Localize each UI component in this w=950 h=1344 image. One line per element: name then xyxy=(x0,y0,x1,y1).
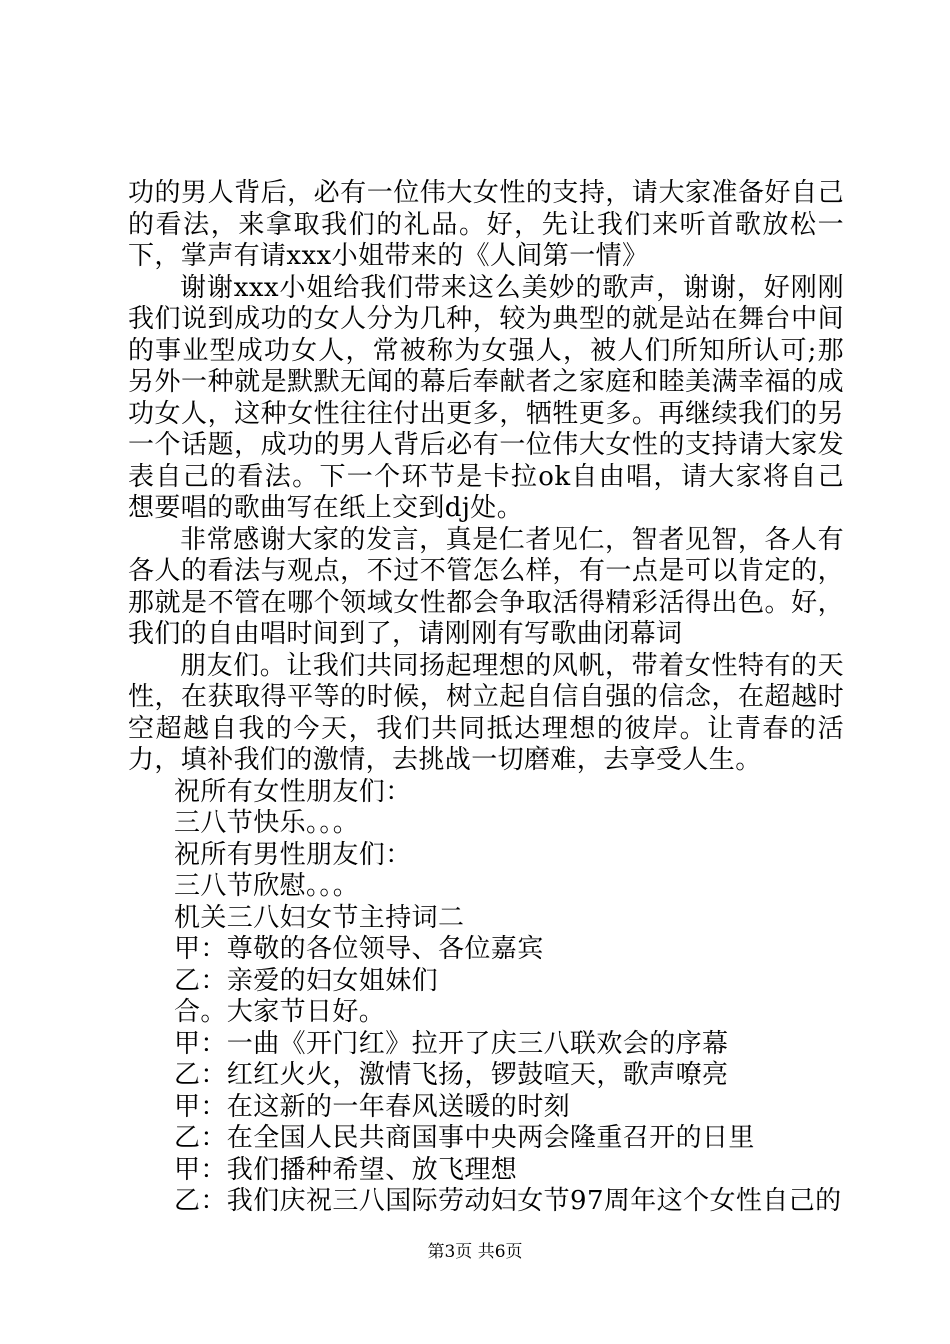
paragraph-4: 朋友们。让我们共同扬起理想的风帆，带着女性特有的天性，在获取得平等的时候，树立起自信自强的信念，在超越时空超越自我的今天，我们共同抵达理想的彼岸。让青春的活力，填补我们的激情，去挑战一切磨难，去享受人生。 xyxy=(128,650,844,775)
paragraph-1: 功的男人背后，必有一位伟大女性的支持，请大家准备好自己的看法，来拿取我们的礼品。好，先让我们来听首歌放松一下，掌声有请xxx小姐带来的《人间第一情》 xyxy=(128,178,844,271)
text-line: 祝所有男性朋友们： xyxy=(174,839,412,870)
paragraph-2: 谢谢xxx小姐给我们带来这么美妙的歌声，谢谢，好刚刚我们说到成功的女人分为几种，较为典型的就是站在舞台中间的事业型成功女人，常被称为女强人，被人们所知所认可;那另外一种就是默默无闻的幕后奉献者之家庭和睦美满幸福的成功女人，这种女性往往付出更多，牺牲更多。再继续我们的另一个话题，成功的男人背后必有一位伟大女性的支持请大家发表自己的看法。下一个环节是卡拉ok自由唱，请大家将自己想要唱的歌曲写在纸上交到dj处。 xyxy=(128,272,844,523)
dialogue-line: 甲：我们播种希望、放飞理想 xyxy=(174,1154,518,1185)
dialogue-line: 甲：在这新的一年春风送暖的时刻 xyxy=(174,1091,571,1122)
dialogue-line: 甲：一曲《开门红》拉开了庆三八联欢会的序幕 xyxy=(174,1028,729,1059)
document-body xyxy=(128,178,844,1218)
paragraph-3: 非常感谢大家的发言，真是仁者见仁，智者见智，各人有各人的看法与观点，不过不管怎么样，有一点是可以肯定的，那就是不管在哪个领域女性都会争取活得精彩活得出色。好，我们的自由唱时间到了，请刚刚有写歌曲闭幕词 xyxy=(128,524,844,649)
dialogue-line: 合。大家节日好。 xyxy=(174,997,386,1027)
page-number-footer: 第3页 共6页 xyxy=(427,1242,523,1262)
dialogue-line: 乙：红红火火，激情飞扬，锣鼓喧天，歌声嘹亮 xyxy=(174,1060,729,1090)
section-heading: 机关三八妇女节主持词二 xyxy=(174,902,465,933)
dialogue-line: 乙：在全国人民共商国事中央两会隆重召开的日里 xyxy=(174,1123,755,1153)
text-line: 三八节快乐。。。 xyxy=(174,808,360,838)
text-line: 三八节欣慰。。。 xyxy=(174,871,360,901)
dialogue-line: 乙：亲爱的妇女姐妹们 xyxy=(174,965,439,996)
dialogue-line: 乙：我们庆祝三八国际劳动妇女节97周年这个女性自己的 xyxy=(174,1186,842,1216)
text-line: 祝所有女性朋友们： xyxy=(174,776,412,807)
dialogue-line: 甲：尊敬的各位领导、各位嘉宾 xyxy=(174,934,544,964)
